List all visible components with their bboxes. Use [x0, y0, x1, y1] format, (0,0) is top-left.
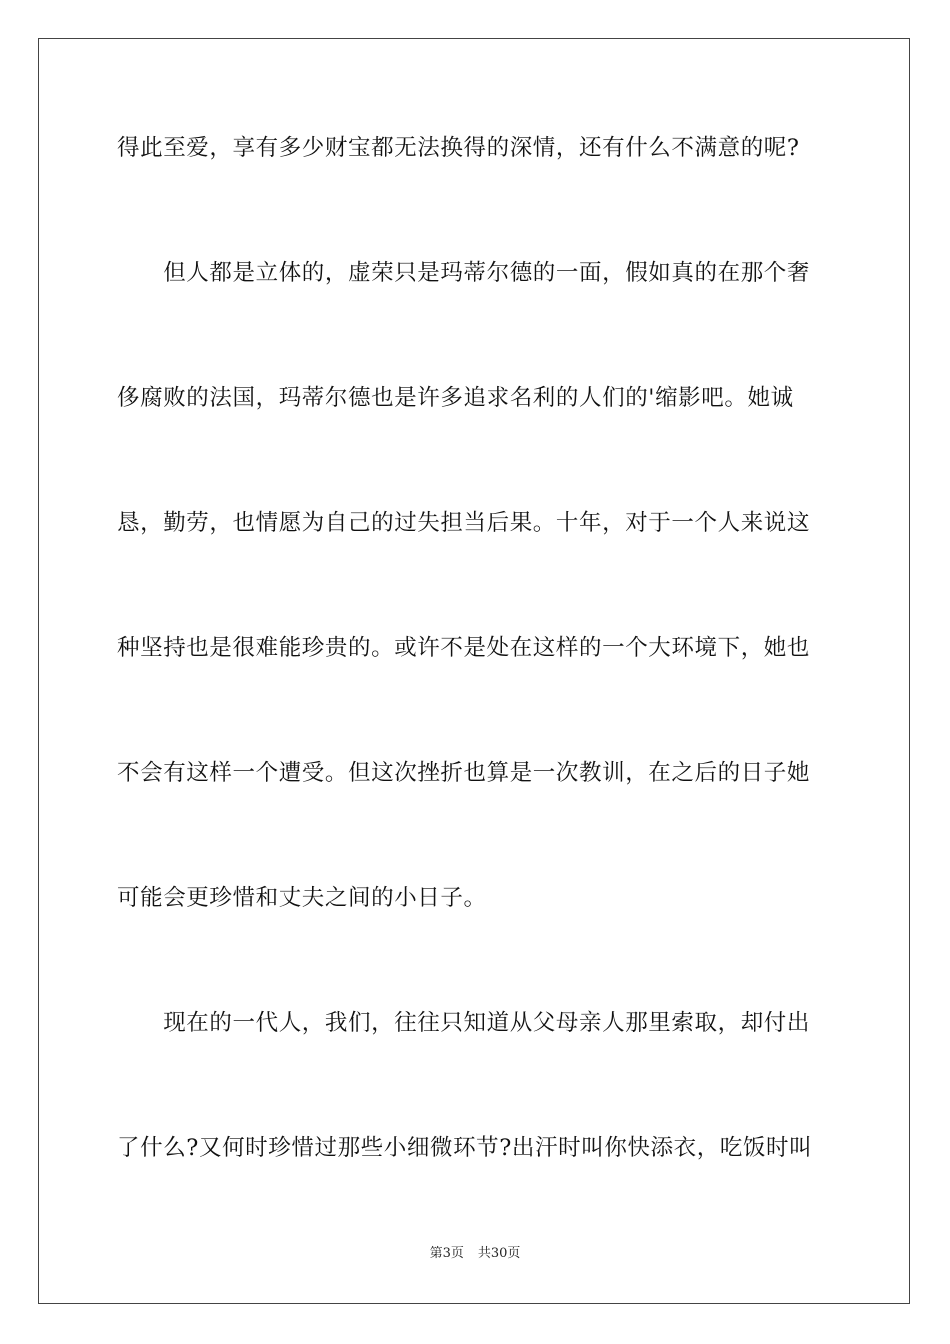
- text-line: 不会有这样一个遭受。但这次挫折也算是一次教训，在之后的日子她: [117, 760, 811, 786]
- total-pages: 共30页: [477, 1246, 521, 1261]
- page-number: 第3页: [429, 1246, 464, 1261]
- text-line: 但人都是立体的，虚荣只是玛蒂尔德的一面，假如真的在那个奢: [117, 260, 811, 286]
- text-line: 种坚持也是很难能珍贵的。或许不是处在这样的一个大环境下，她也: [117, 635, 811, 661]
- page-footer: [0, 1246, 950, 1262]
- text-line: 可能会更珍惜和丈夫之间的小日子。: [117, 885, 487, 911]
- text-line: 恳，勤劳，也情愿为自己的过失担当后果。十年，对于一个人来说这: [117, 510, 811, 536]
- text-line: 侈腐败的法国，玛蒂尔德也是许多追求名利的人们的'缩影吧。她诚: [117, 385, 794, 411]
- text-line: 现在的一代人，我们，往往只知道从父母亲人那里索取，却付出: [117, 1010, 811, 1036]
- page-border: [38, 38, 910, 1304]
- text-line: 得此至爱，享有多少财宝都无法换得的深情，还有什么不满意的呢?: [117, 135, 800, 161]
- text-line: 了什么?又何时珍惜过那些小细微环节?出汗时叫你快添衣，吃饭时叫: [117, 1135, 813, 1161]
